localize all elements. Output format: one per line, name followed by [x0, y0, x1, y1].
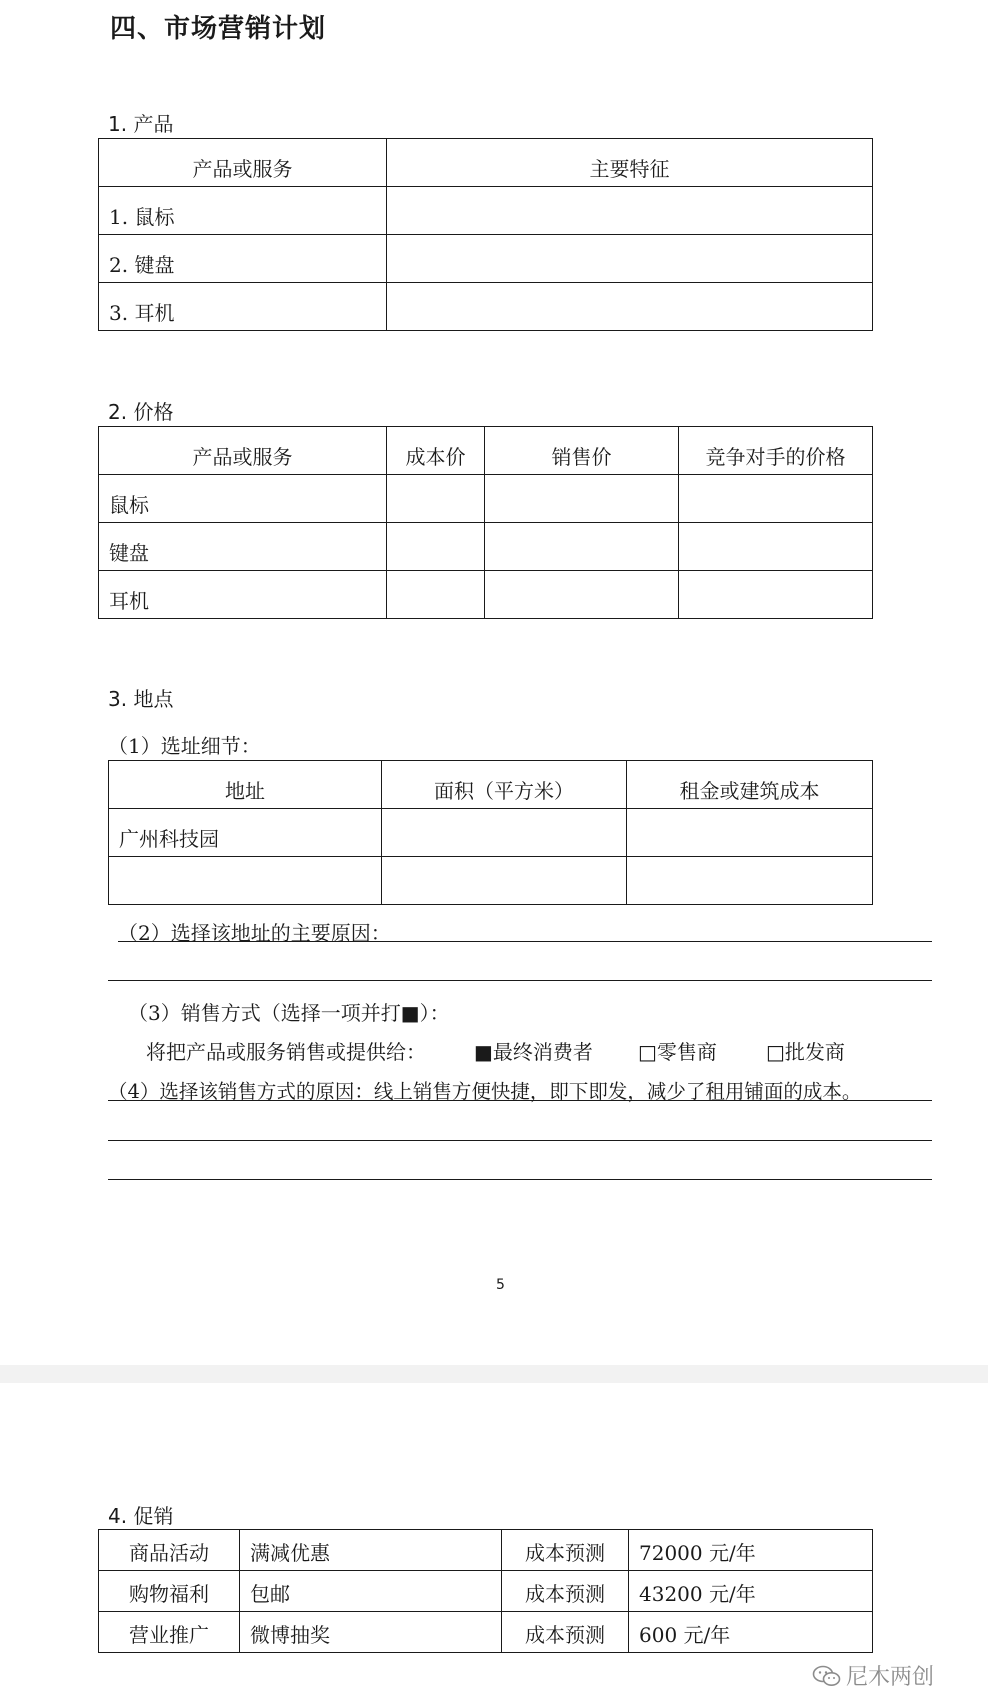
promotion-activity-cell: 包邮 [240, 1571, 502, 1612]
product-name-cell: 鼠标 [99, 475, 387, 523]
header-cell: 租金或建筑成本 [627, 761, 873, 809]
product-name-cell: 2. 键盘 [99, 235, 387, 283]
product-name-cell: 键盘 [99, 523, 387, 571]
competitor-price-cell[interactable] [679, 475, 873, 523]
promotion-type-cell: 购物福利 [99, 1571, 240, 1612]
product-name-cell: 3. 耳机 [99, 283, 387, 331]
cost-price-cell[interactable] [387, 523, 485, 571]
rent-cell[interactable] [627, 857, 873, 905]
option-retailer[interactable] [638, 1036, 717, 1065]
area-cell[interactable] [382, 809, 627, 857]
promotion-activity-cell: 微博抽奖 [240, 1612, 502, 1653]
cost-forecast-label: 成本预测 [502, 1612, 629, 1653]
section-product-title: 1. 产品 [108, 112, 174, 136]
table-header-row [109, 761, 873, 809]
address-cell[interactable] [109, 857, 382, 905]
section-price-title: 2. 价格 [108, 400, 174, 424]
feature-cell[interactable] [387, 235, 873, 283]
checkbox-checked-icon: ■ [474, 1040, 493, 1064]
header-cell: 主要特征 [387, 139, 873, 187]
answer-line [108, 1140, 932, 1141]
provide-to-label: 将把产品或服务销售或提供给： [146, 1040, 426, 1064]
answer-line [108, 1179, 932, 1180]
table-header-row [99, 427, 873, 475]
cost-forecast-value: 600 元/年 [629, 1612, 873, 1653]
section-location-title: 3. 地点 [108, 687, 174, 711]
product-name-cell: 耳机 [99, 571, 387, 619]
product-name-cell: 1. 鼠标 [99, 187, 387, 235]
answer-line [108, 980, 932, 981]
option-end-consumer[interactable] [474, 1036, 593, 1065]
header-cell: 竞争对手的价格 [679, 427, 873, 475]
cost-forecast-label: 成本预测 [502, 1571, 629, 1612]
sale-price-cell[interactable] [485, 523, 679, 571]
header-cell: 产品或服务 [99, 427, 387, 475]
sale-price-cell[interactable] [485, 475, 679, 523]
table-row [99, 571, 873, 619]
table-row [109, 857, 873, 905]
header-cell: 面积（平方米） [382, 761, 627, 809]
cost-forecast-value: 43200 元/年 [629, 1571, 873, 1612]
competitor-price-cell[interactable] [679, 523, 873, 571]
table-row [99, 187, 873, 235]
cost-price-cell[interactable] [387, 571, 485, 619]
page-title: 四、市场营销计划 [110, 14, 327, 44]
sales-method-reason: （4）选择该销售方式的原因：线上销售方便快捷，即下即发，减少了租用铺面的成本。 [108, 1080, 862, 1103]
page-number: 5 [496, 1277, 505, 1293]
table-row [99, 1571, 873, 1612]
product-table [98, 138, 873, 331]
header-cell: 成本价 [387, 427, 485, 475]
site-details-label: （1）选址细节： [108, 734, 261, 758]
answer-line [108, 1100, 932, 1101]
address-cell: 广州科技园 [109, 809, 382, 857]
feature-cell[interactable] [387, 187, 873, 235]
cost-forecast-value: 72000 元/年 [629, 1530, 873, 1571]
option-label: 批发商 [784, 1040, 845, 1064]
page-separator [0, 1365, 988, 1383]
sale-price-cell[interactable] [485, 571, 679, 619]
header-cell: 产品或服务 [99, 139, 387, 187]
cost-price-cell[interactable] [387, 475, 485, 523]
table-row [99, 1612, 873, 1653]
option-wholesaler[interactable] [766, 1036, 845, 1065]
table-row [99, 475, 873, 523]
header-cell: 地址 [109, 761, 382, 809]
option-label: 零售商 [656, 1040, 717, 1064]
table-row [99, 283, 873, 331]
feature-cell[interactable] [387, 283, 873, 331]
table-header-row [99, 139, 873, 187]
promotion-activity-cell: 满减优惠 [240, 1530, 502, 1571]
location-table [108, 760, 873, 905]
checkbox-empty-icon: □ [638, 1040, 657, 1064]
option-label: 最终消费者 [492, 1040, 593, 1064]
watermark [812, 1660, 934, 1691]
watermark-text: 尼木两创 [846, 1665, 935, 1690]
section-promotion-title: 4. 促销 [108, 1504, 174, 1528]
table-row [99, 235, 873, 283]
table-row [109, 809, 873, 857]
cost-forecast-label: 成本预测 [502, 1530, 629, 1571]
sales-method-label: （3）销售方式（选择一项并打■）： [128, 1001, 450, 1025]
rent-cell[interactable] [627, 809, 873, 857]
area-cell[interactable] [382, 857, 627, 905]
table-row [99, 1530, 873, 1571]
competitor-price-cell[interactable] [679, 571, 873, 619]
table-row [99, 523, 873, 571]
promotion-type-cell: 营业推广 [99, 1612, 240, 1653]
header-cell: 销售价 [485, 427, 679, 475]
promotion-type-cell: 商品活动 [99, 1530, 240, 1571]
answer-line [118, 941, 932, 942]
price-table [98, 426, 873, 619]
location-reason-label: （2）选择该地址的主要原因： [118, 921, 391, 945]
checkbox-empty-icon: □ [766, 1040, 785, 1064]
wechat-icon [812, 1664, 842, 1688]
promotion-table [98, 1529, 873, 1653]
